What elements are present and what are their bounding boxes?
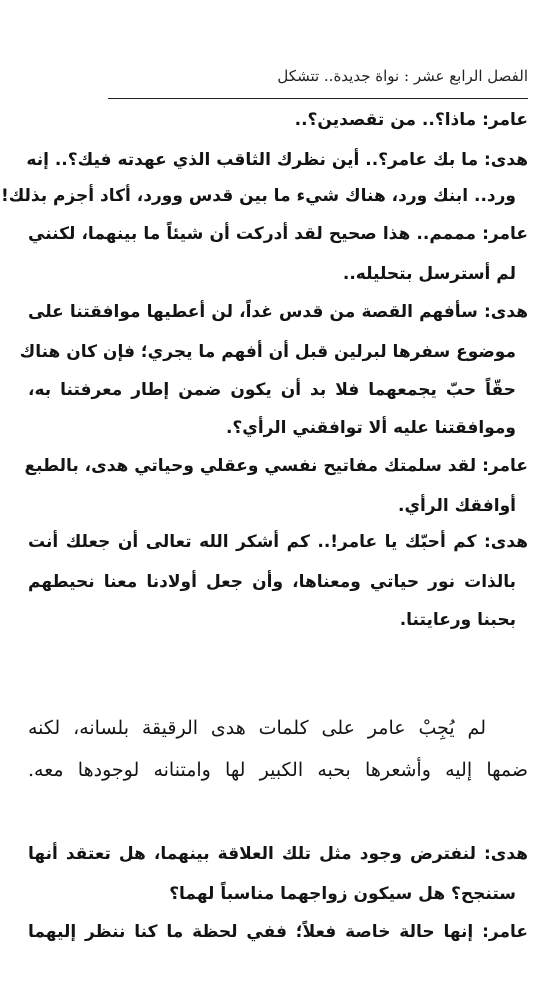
dialogue-line: حقّاً حبّ يجمعهما فلا بد أن يكون ضمن إطار معرفتنا به،: [28, 380, 516, 400]
dialogue-line: عامر: ماذا؟.. من تقصدين؟..: [294, 110, 528, 130]
dialogue-line: هدى: ما بك عامر؟.. أين نظرك الثاقب الذي عهدته فيك؟.. إنه: [26, 150, 528, 170]
dialogue-line: هدى: لنفترض وجود مثل تلك العلاقة بينهما، هل تعتقد أنها: [28, 844, 528, 864]
dialogue-line: ستنجح؟ هل سيكون زواجهما مناسباً لهما؟: [169, 884, 516, 904]
dialogue-line: ورد.. ابنك ورد، هناك شيء ما بين قدس وورد، أكاد أجزم بذلك!: [0, 186, 516, 206]
dialogue-line: وموافقتنا عليه ألا توافقني الرأي؟.: [225, 418, 516, 438]
narration-line: لم يُجِبْ عامر على كلمات هدى الرقيقة بلسانه، لكنه: [28, 717, 486, 739]
dialogue-line: بالذات نور حياتي ومعناها، وأن جعل أولادنا معنا نحيطهم: [28, 572, 516, 592]
dialogue-line: لم أسترسل بتحليله..: [342, 264, 516, 284]
dialogue-line: هدى: سأفهم القصة من قدس غداً، لن أعطيها موافقتنا على: [28, 302, 528, 322]
running-head: الفصل الرابع عشر : نواة جديدة.. تتشكل: [277, 67, 528, 85]
dialogue-line: عامر: إنها حالة خاصة فعلاً؛ ففي لحظة ما كنا ننظر إليهما: [28, 922, 528, 942]
dialogue-line: عامر: مممم.. هذا صحيح لقد أدركت أن شيئاً ما بينهما، لكنني: [28, 224, 528, 244]
dialogue-line: موضوع سفرها لبرلين قبل أن أفهم ما يجري؛ فإن كان هناك: [19, 342, 516, 362]
dialogue-line: أوافقك الرأي.: [398, 496, 516, 516]
dialogue-line: بحبنا ورعايتنا.: [399, 610, 516, 630]
dialogue-line: عامر: لقد سلمتك مفاتيح نفسي وعقلي وحياتي هدى، بالطبع: [24, 456, 528, 476]
header-rule: [108, 98, 528, 99]
dialogue-line: هدى: كم أحبّك يا عامر!.. كم أشكر الله تعالى أن جعلك أنت: [28, 532, 528, 552]
narration-line: ضمها إليه وأشعرها بحبه الكبير لها وامتنانه لوجودها معه.: [28, 759, 528, 781]
